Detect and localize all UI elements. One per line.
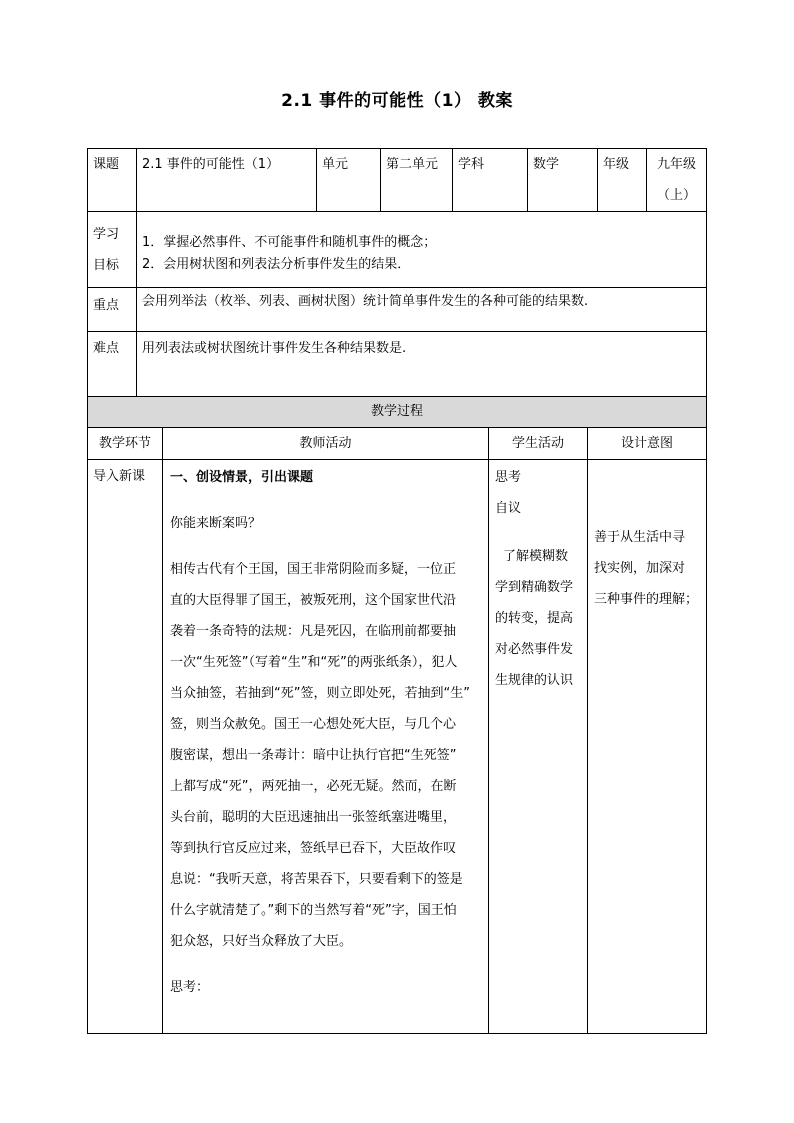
column-header-student: 学生活动: [511, 436, 564, 451]
column-header-intent: 设计意图: [620, 436, 673, 451]
difficulty-label: 难点: [93, 341, 120, 356]
story-line: 相传古代有个王国，国王非常阴险而多疑，一位正: [170, 562, 457, 577]
teacher-question: 你能来断案吗？: [170, 516, 262, 531]
story-line: 腹密谋，想出一条毒计：暗中让执行官把“生死签”: [170, 748, 457, 763]
story-line: 直的大臣得罪了国王，被叛死刑，这个国家世代沿: [170, 593, 457, 608]
intent-line: 找实例，加深对: [594, 561, 686, 576]
unit-value: 第二单元: [386, 157, 439, 172]
student-line: 思考: [495, 470, 522, 485]
page-title: 2.1 事件的可能性（1） 教案: [281, 91, 513, 111]
student-line: 生规律的认识: [495, 673, 574, 688]
goal-item-2: 2．会用树状图和列表法分析事件发生的结果．: [142, 257, 411, 272]
grade-value-line2: （上）: [656, 188, 696, 203]
student-line: 自议: [495, 501, 522, 516]
column-header-teacher: 教师活动: [299, 436, 352, 451]
process-heading: 教学过程: [370, 404, 423, 419]
story-line: 一次“生死签”（写着“生”和“死”的两张纸条），犯人: [170, 655, 458, 670]
student-line: 的转变，提高: [495, 611, 574, 626]
design-intent: [594, 522, 704, 615]
intent-line: 三种事件的理解；: [594, 592, 699, 607]
story-line: 袭着一条奇特的法规：凡是死囚，在临刑前都要抽: [170, 624, 457, 639]
key-point-label: 重点: [93, 298, 120, 313]
story-line: 什么字就清楚了。”剩下的当然写着“死”字，国王怕: [170, 903, 457, 918]
think-prompt: 思考：: [170, 980, 210, 995]
subject-label: 学科: [458, 157, 485, 172]
goals-label-line1: 学习: [93, 227, 120, 242]
goal-item-1: 1．掌握必然事件、不可能事件和随机事件的概念；: [142, 235, 437, 250]
story-line: 当众抽签，若抽到“死”签，则立即处死，若抽到“生”: [170, 686, 470, 701]
student-line: 了解模糊数: [503, 549, 569, 564]
unit-label: 单元: [322, 157, 349, 172]
student-line: 对必然事件发: [495, 642, 574, 657]
grade-value-line1: 九年级: [656, 157, 696, 172]
story-line: 头台前，聪明的大臣迅速抽出一张签纸塞进嘴里，: [170, 810, 457, 825]
goals-label-line2: 目标: [93, 258, 120, 273]
intent-line: 善于从生活中寻: [594, 530, 686, 545]
teacher-activity: [170, 462, 482, 1003]
difficulty-text: 用列表法或树状图统计事件发生各种结果数是.: [142, 341, 407, 356]
story-line: 息说：“我听天意，将苦果吞下，只要看剩下的签是: [170, 872, 463, 887]
story-line: 犯众怒，只好当众释放了大臣。: [170, 934, 353, 949]
topic-label: 课题: [93, 157, 120, 172]
topic-value: 2.1 事件的可能性（1）: [142, 157, 280, 172]
stage-label: 导入新课: [93, 469, 146, 484]
section-title: 一、创设情景，引出课题: [170, 470, 314, 485]
story-line: 签，则当众赦免。国王一心想处死大臣，与几个心: [170, 717, 457, 732]
student-line: 学到精确数学: [495, 580, 574, 595]
story-line: 上都写成“死”，两死抽一，必死无疑。然而，在断: [170, 779, 457, 794]
column-header-stage: 教学环节: [98, 436, 151, 451]
student-activity: [495, 462, 585, 696]
key-point-text: 会用列举法（枚举、列表、画树状图）统计简单事件发生的各种可能的结果数.: [142, 294, 589, 309]
subject-value: 数学: [533, 157, 560, 172]
story-line: 等到执行官反应过来，签纸早已吞下，大臣故作叹: [170, 841, 457, 856]
grade-label: 年级: [603, 157, 630, 172]
